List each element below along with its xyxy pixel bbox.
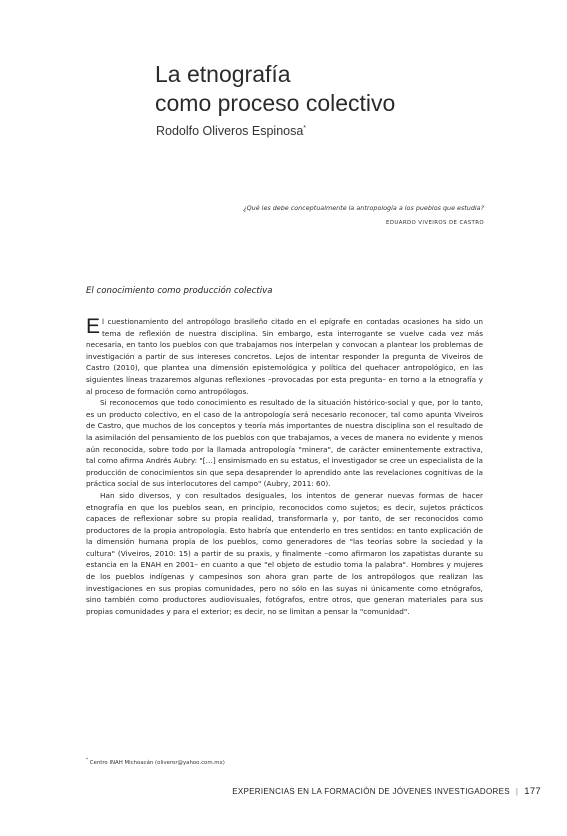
paragraph-3: Han sido diversos, y con resultados desiguales, los intentos de generar nuevas formas de hacer etnografía en que los pueblos sean, en principio, reconocidos como sujetos; es decir, sujetos prácticos capaces de reflexionar sobre su propia realidad, transformarla y, por tanto, de ser reconocidos como productores de la propia antropología. Esto habría que entenderlo en tres sentidos: en tanto explicación de la dimensión humana propia de los pueblos, como generadores de "las teorías sobre la sociedad y la cultura" (Viveiros, 2010: 15) a partir de su praxis, y finalmente –como afirmaron los zapatistas durante su estancia en la ENAH en 2001– en cuanto a que "el objeto de estudio toma la palabra". Hombres y mujeres de los pueblos indígenas y campesinos son ahora gran parte de los antropólogos que realizan las investigaciones en sus propias comunidades, pero no sólo en las suyas ni únicamente como etnógrafos, sino también como productores audiovisuales, fotógrafos, entre otros, que generan materiales para sus propias comunidades y para el exterior; es decir, no se limitan a pensar la "comunidad". xyxy=(86,490,483,616)
author-footnote-mark: * xyxy=(303,124,307,132)
paragraph-1 xyxy=(86,316,483,397)
epigraph xyxy=(164,203,484,226)
running-title: EXPERIENCIAS EN LA FORMACIÓN DE JÓVENES INVESTIGADORES xyxy=(232,787,510,796)
paragraph-1-text: l cuestionamiento del antropólogo brasileño citado en el epígrafe en contadas ocasiones ha sido un tema de reflexión de nuestra disciplina. Sin embargo, esta interrogante se vuelve cada vez más necesaria, en tanto los pueblos con que trabajamos nos interpelan y convocan a plantear los problemas de investigación a partir de sus intereses concretos. Lejos de intentar responder la pregunta de Viveiros de Castro (2010), que plantea una dimensión epistemológica y política del quehacer antropológico, en las siguientes líneas trazaremos algunas reflexiones –provocadas por esta pregunta– en torno a la etnografía y al proceso de formación como antropólogos. xyxy=(86,317,483,396)
author-name xyxy=(156,124,306,138)
epigraph-quote: ¿Qué les debe conceptualmente la antropología a los pueblos que estudia? xyxy=(243,204,484,212)
title-line-2: como proceso colectivo xyxy=(155,90,396,116)
body-text xyxy=(86,316,483,617)
drop-cap: E xyxy=(86,315,101,338)
epigraph-source: EDUARDO VIVEIROS DE CASTRO xyxy=(386,220,484,226)
title-line-1: La etnografía xyxy=(155,61,291,87)
section-heading: El conocimiento como producción colectiva xyxy=(86,286,273,296)
paragraph-2: Si reconocemos que todo conocimiento es resultado de la situación histórico-social y que, por lo tanto, es un producto colectivo, en el caso de la antropología será necesario reconocer, tal como apunta Viveiros de Castro, que muchos de los conceptos y teoría más importantes de nuestra disciplina son el resultado de la asimilación del pensamiento de los pueblos con que trabajamos, a veces de manera no evidente y menos aún reconocida, sobre todo por la llamada antropología "minera", de carácter eminentemente extractiva, tal como afirma Andrés Aubry: "[…] ensimismado en su estatus, el investigador se cree un especialista de la producción de conocimientos sin que sepa desaprender lo aprendido ante las revelaciones cognitivas de la práctica social de sus interlocutores del campo" (Aubry, 2011: 60). xyxy=(86,398,483,489)
footer-separator: | xyxy=(515,787,519,796)
author-text: Rodolfo Oliveros Espinosa xyxy=(156,124,304,138)
running-footer xyxy=(232,786,541,797)
footnote-text: Centro INAH Michoacán (oliveror@yahoo.com.mx) xyxy=(89,759,225,766)
article-title xyxy=(155,60,395,118)
page-number: 177 xyxy=(524,786,541,797)
footnote-mark: * xyxy=(86,757,88,762)
footnote xyxy=(86,757,225,766)
